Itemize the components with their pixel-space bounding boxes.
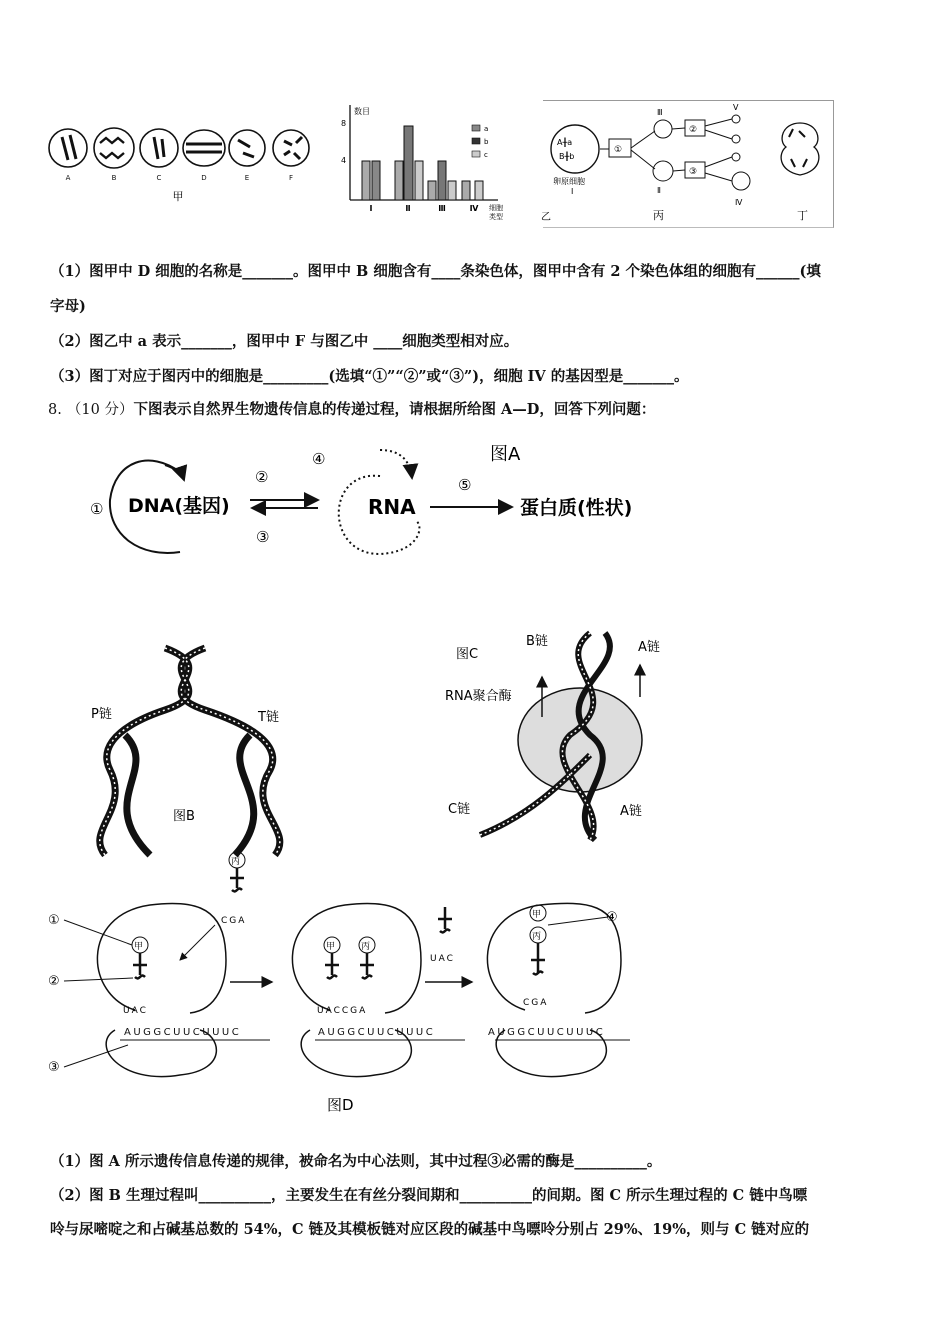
- process-number: ⑤: [458, 476, 472, 494]
- figure-c-transcription: [440, 625, 665, 850]
- chain-label: T链: [258, 710, 279, 725]
- cell-division-diagram: [40, 115, 315, 210]
- process-number: ③: [256, 528, 270, 546]
- mrna-sequence: AUGGCUUCUUUC: [488, 1027, 606, 1038]
- figure-title: 图C: [456, 647, 479, 662]
- callout-number: ②: [48, 974, 60, 989]
- question-7-1-line2: 字母): [50, 298, 86, 315]
- x-tick: Ⅱ: [405, 204, 411, 213]
- figure-caption: 乙: [541, 212, 551, 223]
- legend-item: a: [484, 125, 489, 133]
- mrna-sequence: AUGGCUUCUUUC: [318, 1027, 436, 1038]
- figure-caption: 丁: [797, 209, 808, 222]
- central-dogma-diagram: [80, 430, 700, 570]
- anticodon: UAC: [430, 954, 455, 964]
- translation-diagram: [40, 845, 640, 1120]
- amino-acid: 丙: [532, 932, 542, 942]
- x-axis-label: 细胞: [489, 204, 503, 212]
- box-label: ①: [614, 145, 623, 155]
- cell-label: F: [288, 174, 294, 182]
- callout-number: ①: [48, 913, 60, 928]
- legend-item: c: [484, 151, 488, 159]
- chain-label: A链: [638, 640, 660, 655]
- figure-caption: 甲: [172, 190, 184, 203]
- callout-number: ④: [606, 910, 618, 925]
- figure-b-replication: [85, 640, 300, 860]
- figure-a-central-dogma: [80, 430, 700, 570]
- figure-jia: [40, 115, 315, 210]
- transcription-diagram: [440, 625, 665, 850]
- question-8-2-line2: 呤与尿嘧啶之和占碱基总数的 54%，C 链及其模板链对应区段的碱基中鸟嘌呤分别占 29%、19%，则与 C 链对应的: [50, 1221, 810, 1238]
- cell-label: B: [111, 174, 117, 182]
- process-number: ④: [312, 450, 326, 468]
- dna-replication-diagram: [85, 640, 300, 860]
- process-number: ①: [90, 500, 104, 518]
- y-tick: 4: [341, 156, 347, 165]
- legend-item: b: [484, 138, 489, 146]
- protein-label: 蛋白质(性状): [520, 497, 633, 519]
- process-number: ②: [255, 468, 269, 486]
- oogenesis-diagram: [543, 101, 833, 227]
- figure-title: 图B: [173, 809, 195, 824]
- cell-label: 卵原细胞: [553, 177, 585, 186]
- amino-acid: 丙: [361, 942, 371, 952]
- cell-label: E: [244, 174, 250, 182]
- anticodon: UAC: [123, 1006, 148, 1016]
- mrna-sequence: AUGGCUUCUUUC: [124, 1027, 242, 1038]
- cell-label: Ⅳ: [735, 198, 743, 207]
- question-number: 8.: [48, 402, 62, 418]
- cell-label: D: [201, 174, 207, 182]
- figure-yi: [338, 100, 551, 223]
- cell-label: A: [65, 174, 71, 182]
- figure-caption: 丙: [653, 209, 664, 222]
- x-tick: Ⅰ: [369, 204, 373, 213]
- enzyme-label: RNA聚合酶: [445, 689, 512, 704]
- amino-acid: 甲: [532, 910, 542, 920]
- amino-acid: 丙: [231, 857, 241, 867]
- question-8-1: （1）图 A 所示遗传信息传递的规律，被命名为中心法则，其中过程③必需的酶是__________。: [50, 1153, 662, 1170]
- box-label: ②: [689, 125, 698, 135]
- genes-label: A╫a: [557, 138, 573, 147]
- x-axis-label: 类型: [489, 213, 503, 221]
- cell-label: Ⅰ: [571, 187, 574, 196]
- question-7-2: （2）图乙中 a 表示_______，图甲中 F 与图乙中 ____细胞类型相对应。: [50, 333, 519, 350]
- anticodon: CGA: [221, 916, 247, 926]
- chain-label: C链: [448, 802, 471, 817]
- figure-bing-ding: [543, 100, 834, 228]
- cell-label: Ⅲ: [657, 108, 663, 117]
- question-8-stem: [48, 400, 655, 420]
- rna-label: RNA: [368, 495, 416, 519]
- box-label: ③: [689, 167, 698, 177]
- chart-yi: [338, 100, 551, 223]
- callout-number: ③: [48, 1060, 60, 1075]
- figure-title: 图A: [490, 444, 521, 465]
- anticodon: CGA: [523, 998, 549, 1008]
- cell-label: Ⅴ: [733, 103, 739, 112]
- cell-label: Ⅱ: [657, 186, 661, 195]
- y-tick: 8: [341, 119, 347, 128]
- dna-label: DNA(基因): [128, 495, 230, 517]
- genes-label: B╫b: [559, 152, 575, 161]
- question-7-1-line1: （1）图甲中 D 细胞的名称是_______。图甲中 B 细胞含有____条染色体，图甲中含有 2 个染色体组的细胞有______(填: [50, 263, 821, 280]
- figure-d-translation: [40, 845, 640, 1120]
- question-text: 下图表示自然界生物遗传信息的传递过程，请根据所给图 A—D，回答下列问题：: [133, 401, 656, 418]
- x-tick: Ⅳ: [469, 204, 479, 213]
- x-tick: Ⅲ: [438, 204, 446, 213]
- amino-acid: 甲: [134, 942, 144, 952]
- question-7-3: （3）图丁对应于图丙中的细胞是_________(选填“①”“②”或“③”)，细胞 IV 的基因型是_______。: [50, 368, 689, 385]
- amino-acid: 甲: [326, 942, 336, 952]
- chain-label: P链: [91, 707, 112, 722]
- question-score: （10 分）: [66, 402, 134, 418]
- question-8-2-line1: （2）图 B 生理过程叫__________，主要发生在有丝分裂间期和__________的间期。图 C 所示生理过程的 C 链中鸟嘌: [50, 1187, 808, 1204]
- chain-label: B链: [526, 634, 548, 649]
- anticodon: UACCGA: [317, 1006, 368, 1016]
- chain-label: A链: [620, 804, 642, 819]
- figure-title: 图D: [327, 1096, 354, 1114]
- cell-label: C: [156, 174, 162, 182]
- y-axis-label: 数目: [354, 107, 370, 116]
